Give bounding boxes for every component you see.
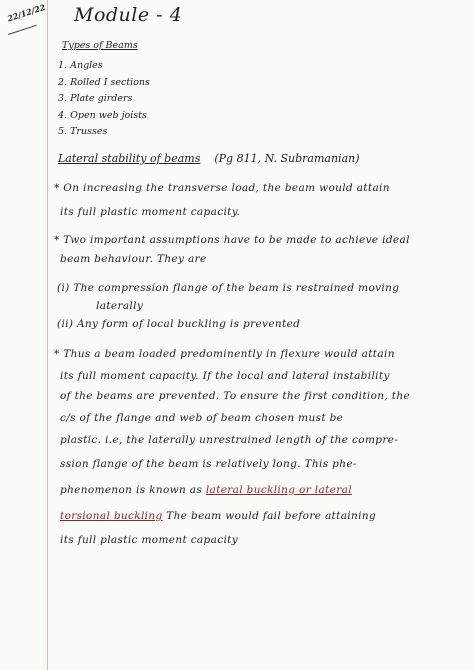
- section-heading: [58, 152, 360, 165]
- text-line: its full plastic moment capacity.: [60, 206, 241, 218]
- types-heading: Types of Beams: [62, 40, 138, 51]
- text-line: [60, 510, 470, 522]
- margin-line: [47, 0, 48, 670]
- text-line: (i) The compression flange of the beam is restrained moving: [57, 282, 400, 294]
- highlight-term: torsional buckling: [60, 510, 163, 522]
- date-underline: [8, 25, 37, 35]
- closing-text: The beam would fail before attaining: [166, 510, 377, 522]
- list-item: 5. Trusses: [58, 126, 108, 137]
- text-line: laterally: [96, 300, 144, 312]
- text-line: its full plastic moment capacity: [60, 534, 239, 546]
- section-reference: (Pg 811, N. Subramanian): [214, 152, 360, 165]
- page-title: Module - 4: [74, 4, 183, 26]
- text-line: * On increasing the transverse load, the beam would attain: [54, 182, 390, 194]
- text-line: * Two important assumptions have to be made to achieve ideal: [54, 234, 410, 246]
- text-line: c/s of the flange and web of beam chosen must be: [60, 412, 344, 424]
- text-line: (ii) Any form of local buckling is prevented: [57, 318, 301, 330]
- text-line: ssion flange of the beam is relatively long. This phe-: [60, 458, 357, 470]
- text-line: plastic. i.e, the laterally unrestrained length of the compre-: [60, 434, 399, 446]
- phenomenon-text: phenomenon is known as: [60, 484, 203, 496]
- highlight-term: lateral buckling or lateral: [205, 484, 352, 496]
- text-line: [60, 484, 470, 496]
- section-title: Lateral stability of beams: [58, 152, 201, 165]
- text-line: its full moment capacity. If the local and lateral instability: [60, 370, 390, 382]
- text-line: of the beams are prevented. To ensure the first condition, the: [60, 390, 411, 402]
- text-line: beam behaviour. They are: [60, 253, 207, 265]
- list-item: 1. Angles: [58, 60, 103, 71]
- list-item: 3. Plate girders: [58, 93, 133, 104]
- text-line: * Thus a beam loaded predominently in flexure would attain: [54, 348, 395, 360]
- date: 22/12/22: [6, 1, 47, 24]
- list-item: 4. Open web joists: [58, 109, 147, 121]
- types-list: [58, 58, 150, 141]
- list-item: 2. Rolled I sections: [58, 76, 150, 88]
